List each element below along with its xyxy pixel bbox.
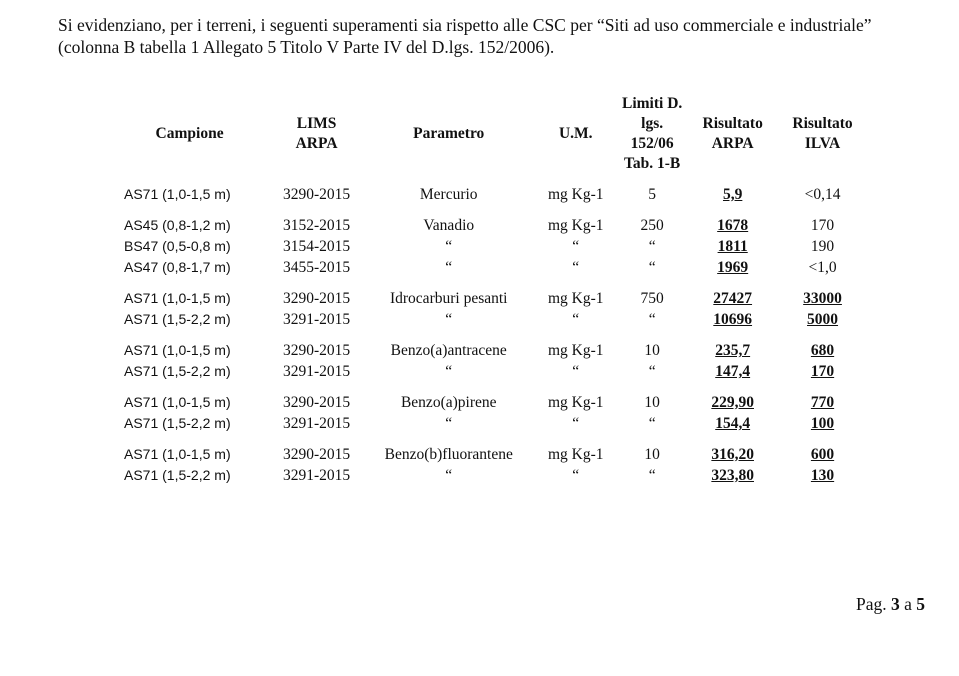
table-row	[108, 361, 868, 382]
group-separator	[108, 382, 868, 392]
table-row	[108, 288, 868, 309]
cell-risultato-ilva: 190	[810, 238, 835, 255]
cell-limite: “	[648, 363, 656, 380]
cell-um: “	[572, 363, 580, 380]
cell-campione: AS45 (0,8-1,2 m)	[124, 217, 231, 233]
cell-limite: “	[648, 259, 656, 276]
cell-risultato-arpa: 235,7	[715, 342, 751, 359]
header-campione: Campione	[155, 125, 224, 142]
cell-risultato-arpa: 316,20	[711, 446, 754, 463]
page-prefix: Pag.	[855, 594, 887, 614]
cell-lims: 3455-2015	[282, 259, 351, 276]
cell-risultato-ilva: 100	[810, 415, 835, 432]
cell-risultato-arpa: 10696	[713, 311, 753, 328]
cell-um: “	[572, 467, 580, 484]
cell-parametro: Mercurio	[419, 186, 478, 203]
cell-campione: AS71 (1,0-1,5 m)	[124, 446, 231, 462]
table-row	[108, 257, 868, 278]
cell-risultato-arpa: 147,4	[715, 363, 751, 380]
cell-lims: 3291-2015	[282, 363, 351, 380]
header-risultato-ilva: Risultato ILVA	[792, 115, 853, 152]
cell-parametro: Vanadio	[423, 217, 475, 234]
cell-limite: “	[648, 467, 656, 484]
cell-risultato-ilva: 600	[810, 446, 835, 463]
cell-campione: AS71 (1,5-2,2 m)	[124, 415, 231, 431]
cell-limite: 750	[640, 290, 664, 307]
cell-campione: BS47 (0,5-0,8 m)	[124, 238, 231, 254]
group-separator	[108, 434, 868, 444]
table-row	[108, 340, 868, 361]
group-separator	[108, 330, 868, 340]
cell-risultato-arpa: 323,80	[711, 467, 754, 484]
cell-lims: 3290-2015	[282, 446, 351, 463]
group-separator	[108, 278, 868, 288]
cell-parametro: Benzo(a)pirene	[400, 394, 497, 411]
group-separator	[108, 205, 868, 215]
cell-limite: 10	[644, 342, 660, 359]
page-separator: a	[904, 594, 912, 614]
table-header-row	[108, 84, 868, 184]
cell-limite: 5	[648, 186, 657, 203]
cell-um: mg Kg-1	[547, 446, 604, 463]
cell-risultato-ilva: <0,14	[804, 186, 841, 203]
cell-risultato-arpa: 5,9	[722, 186, 743, 203]
header-lims: LIMS ARPA	[295, 115, 338, 152]
cell-risultato-arpa: 1811	[717, 238, 748, 255]
table-row	[108, 184, 868, 205]
cell-um: “	[572, 259, 580, 276]
cell-risultato-ilva: 33000	[803, 290, 842, 307]
cell-risultato-ilva: 170	[810, 217, 835, 234]
cell-campione: AS71 (1,5-2,2 m)	[124, 467, 231, 483]
cell-um: mg Kg-1	[547, 342, 604, 359]
page-number	[856, 594, 925, 615]
cell-limite: “	[648, 415, 656, 432]
cell-risultato-arpa: 1678	[717, 217, 749, 234]
cell-um: mg Kg-1	[547, 394, 604, 411]
cell-parametro: Benzo(b)fluorantene	[384, 446, 513, 463]
cell-um: “	[572, 311, 580, 328]
cell-um: “	[572, 415, 580, 432]
table-row	[108, 236, 868, 257]
cell-um: mg Kg-1	[547, 290, 604, 307]
cell-campione: AS47 (0,8-1,7 m)	[124, 259, 231, 275]
cell-risultato-arpa: 229,90	[711, 394, 754, 411]
cell-risultato-ilva: 680	[810, 342, 835, 359]
cell-lims: 3290-2015	[282, 342, 351, 359]
table-row	[108, 215, 868, 236]
table-row	[108, 392, 868, 413]
page-current: 3	[890, 594, 900, 614]
cell-um: “	[572, 238, 580, 255]
cell-parametro: Benzo(a)antracene	[390, 342, 507, 359]
cell-risultato-ilva: 170	[810, 363, 835, 380]
cell-limite: 250	[640, 217, 664, 234]
cell-um: mg Kg-1	[547, 186, 604, 203]
cell-parametro: “	[445, 311, 453, 328]
cell-risultato-ilva: 130	[810, 467, 835, 484]
table-row	[108, 444, 868, 465]
cell-lims: 3290-2015	[282, 394, 351, 411]
cell-risultato-ilva: 5000	[807, 311, 839, 328]
cell-campione: AS71 (1,5-2,2 m)	[124, 363, 231, 379]
exceedance-table	[108, 84, 868, 486]
page-total: 5	[916, 594, 925, 614]
table-row	[108, 465, 868, 486]
cell-parametro: “	[445, 467, 453, 484]
cell-lims: 3291-2015	[282, 311, 351, 328]
cell-campione: AS71 (1,0-1,5 m)	[124, 342, 231, 358]
cell-risultato-ilva: 770	[810, 394, 835, 411]
cell-um: mg Kg-1	[547, 217, 604, 234]
cell-limite: “	[648, 238, 656, 255]
cell-parametro: “	[445, 259, 453, 276]
cell-campione: AS71 (1,0-1,5 m)	[124, 394, 231, 410]
cell-limite: 10	[644, 394, 660, 411]
cell-risultato-ilva: <1,0	[808, 259, 837, 276]
table-row	[108, 309, 868, 330]
cell-lims: 3291-2015	[282, 467, 351, 484]
cell-limite: 10	[644, 446, 660, 463]
cell-lims: 3154-2015	[282, 238, 351, 255]
cell-lims: 3290-2015	[282, 186, 351, 203]
cell-lims: 3152-2015	[282, 217, 351, 234]
cell-campione: AS71 (1,5-2,2 m)	[124, 311, 231, 327]
cell-lims: 3290-2015	[282, 290, 351, 307]
header-um: U.M.	[558, 125, 593, 142]
cell-risultato-arpa: 154,4	[715, 415, 751, 432]
cell-parametro: Idrocarburi pesanti	[389, 290, 508, 307]
cell-risultato-arpa: 27427	[713, 290, 753, 307]
cell-lims: 3291-2015	[282, 415, 351, 432]
header-parametro: Parametro	[413, 125, 485, 142]
cell-parametro: “	[445, 415, 453, 432]
intro-paragraph: Si evidenziano, per i terreni, i seguenti superamenti sia rispetto alle CSC per “Siti ad uso commerciale e industriale” (colonna B tabella 1 Allegato 5 Titolo V Parte IV del D.lgs. 152/2006).	[58, 15, 872, 57]
cell-parametro: “	[445, 363, 453, 380]
cell-campione: AS71 (1,0-1,5 m)	[124, 290, 231, 306]
table-row	[108, 413, 868, 434]
cell-campione: AS71 (1,0-1,5 m)	[124, 186, 231, 202]
cell-risultato-arpa: 1969	[717, 259, 749, 276]
cell-parametro: “	[445, 238, 453, 255]
header-limiti: Limiti D. lgs. 152/06 Tab. 1-B	[622, 95, 683, 172]
header-risultato-arpa: Risultato ARPA	[702, 115, 763, 152]
cell-limite: “	[648, 311, 656, 328]
